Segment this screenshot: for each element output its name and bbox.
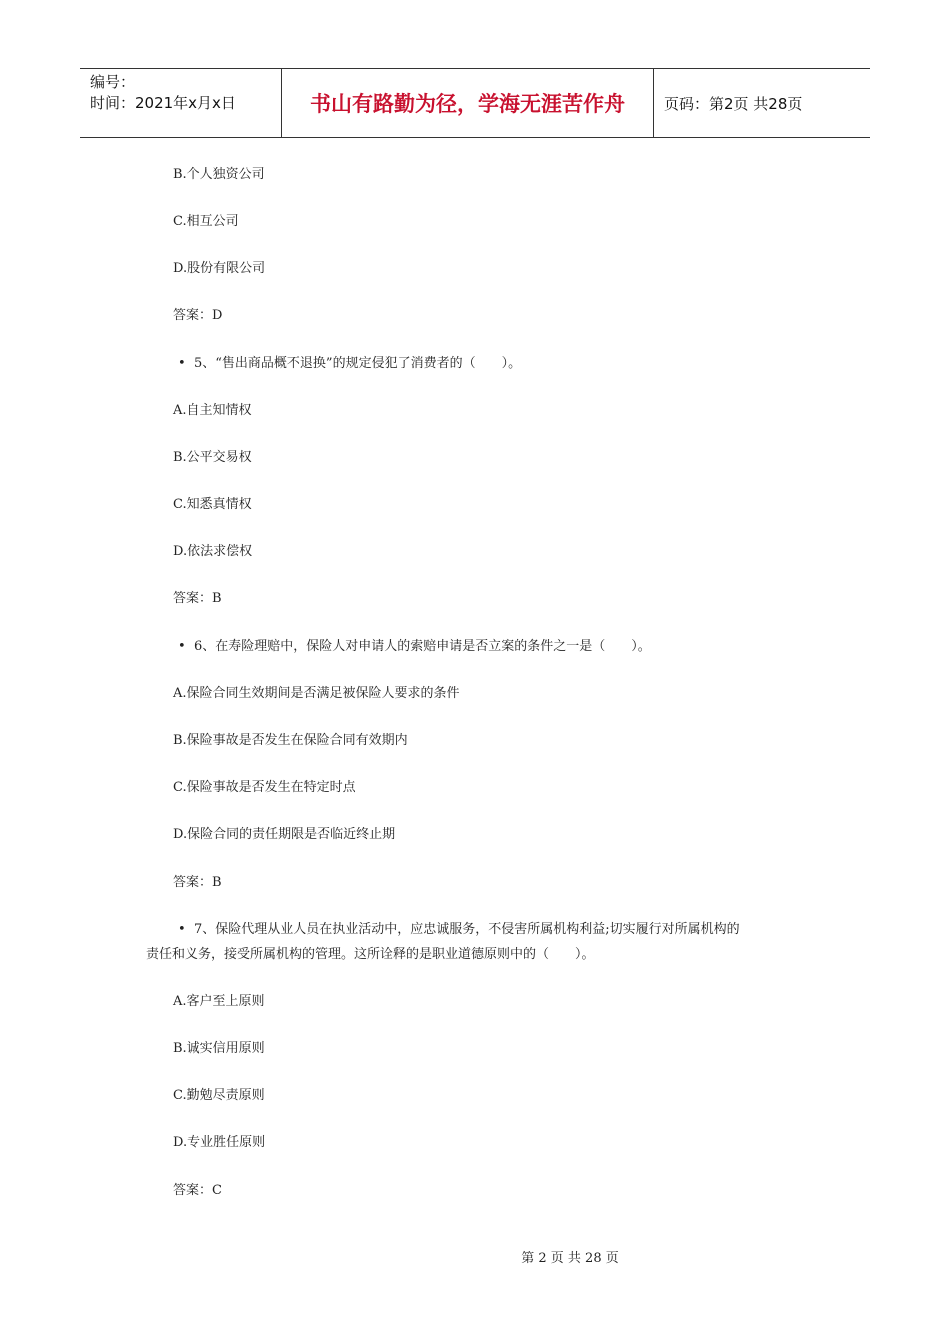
question-7 bbox=[178, 918, 740, 937]
option-b: B.公平交易权 bbox=[173, 450, 252, 465]
answer: 答案：B bbox=[173, 875, 222, 890]
question-text: 7、保险代理从业人员在执业活动中，应忠诚服务，不侵害所属机构利益;切实履行对所属机构的 bbox=[194, 922, 740, 937]
question-7-continued: 责任和义务，接受所属机构的管理。这所诠释的是职业道德原则中的（ ）。 bbox=[146, 947, 595, 962]
answer: 答案：B bbox=[173, 591, 222, 606]
option-d: D.依法求偿权 bbox=[173, 544, 253, 559]
question-text: 6、在寿险理赔中，保险人对申请人的索赔申请是否立案的条件之一是（ ）。 bbox=[194, 639, 651, 654]
answer: 答案：C bbox=[173, 1183, 222, 1198]
option-c: C.保险事故是否发生在特定时点 bbox=[173, 780, 356, 795]
bullet-icon: • bbox=[178, 922, 186, 937]
bullet-icon: • bbox=[178, 639, 186, 654]
question-5 bbox=[178, 352, 521, 371]
option-b: B.诚实信用原则 bbox=[173, 1041, 265, 1056]
question-text: 5、“售出商品概不退换”的规定侵犯了消费者的（ ）。 bbox=[194, 356, 522, 371]
bullet-icon: • bbox=[178, 356, 186, 371]
page-footer: 第 2 页 共 28 页 bbox=[521, 1251, 619, 1266]
number-label: 编号： bbox=[90, 73, 136, 91]
option-b: B.个人独资公司 bbox=[173, 167, 265, 182]
option-a: A.客户至上原则 bbox=[173, 994, 265, 1009]
option-d: D.专业胜任原则 bbox=[173, 1135, 266, 1150]
option-c: C.相互公司 bbox=[173, 214, 239, 229]
time-label: 时间：2021年x月x日 bbox=[90, 94, 236, 112]
option-a: A.保险合同生效期间是否满足被保险人要求的条件 bbox=[173, 686, 460, 701]
option-b: B.保险事故是否发生在保险合同有效期内 bbox=[173, 733, 408, 748]
option-d: D.股份有限公司 bbox=[173, 261, 266, 276]
option-c: C.知悉真情权 bbox=[173, 497, 252, 512]
page-header bbox=[80, 68, 870, 138]
option-d: D.保险合同的责任期限是否临近终止期 bbox=[173, 827, 396, 842]
option-a: A.自主知情权 bbox=[173, 403, 252, 418]
option-c: C.勤勉尽责原则 bbox=[173, 1088, 265, 1103]
header-motto: 书山有路勤为径，学海无涯苦作舟 bbox=[282, 69, 654, 137]
header-meta bbox=[80, 69, 282, 137]
answer: 答案：D bbox=[173, 308, 223, 323]
header-page-number: 页码：第2页 共28页 bbox=[664, 94, 803, 113]
question-6 bbox=[178, 635, 651, 654]
